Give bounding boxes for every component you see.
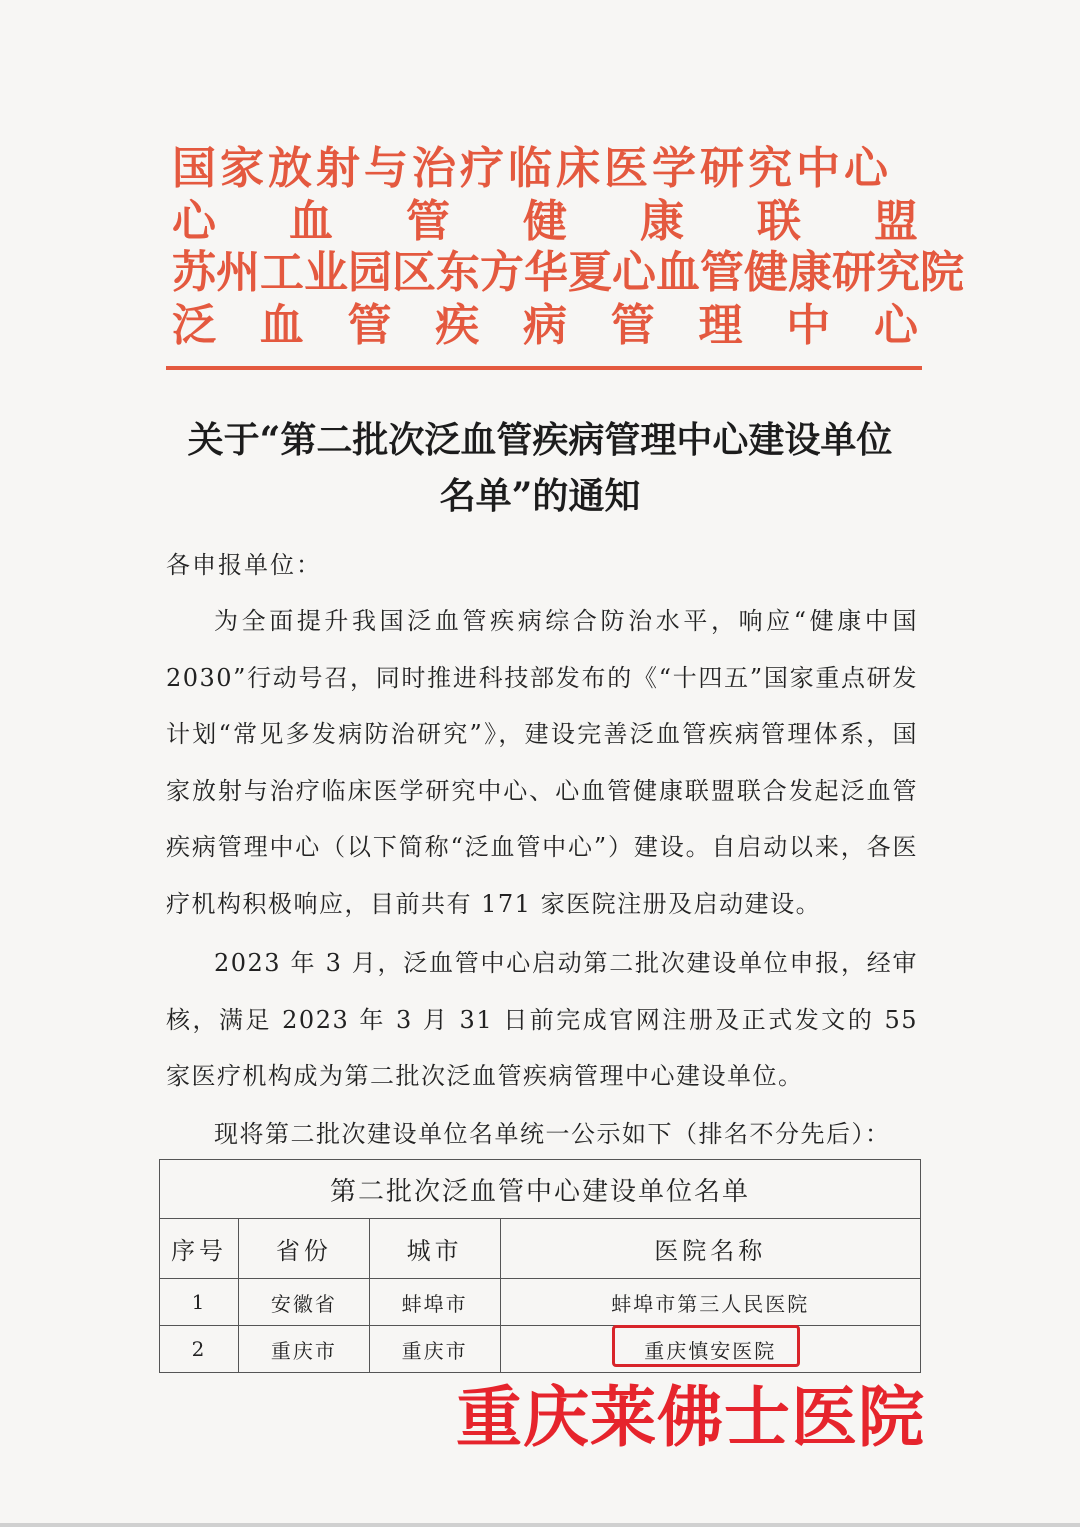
notice-title-line-1: 关于“第二批次泛血管疾病管理中心建设单位 [187, 419, 893, 461]
letterhead-char: 理 [698, 300, 743, 351]
annotation-text: 重庆莱佛士医院 [456, 1379, 925, 1456]
letterhead-char: 康 [640, 196, 684, 247]
letterhead-char: 疾 [435, 300, 480, 351]
page-bottom-edge [0, 1523, 1080, 1527]
table-row [160, 1279, 921, 1326]
cell-province: 重庆市 [238, 1326, 369, 1373]
table-row [160, 1326, 921, 1373]
letterhead-char: 血 [289, 196, 333, 247]
table-header-row [160, 1219, 921, 1279]
letterhead-line-3: 苏州工业园区东方华夏心血管健康研究院 [172, 247, 964, 298]
header-province: 省份 [238, 1219, 369, 1279]
salutation: 各申报单位： [166, 551, 322, 579]
letterhead-char: 心 [874, 300, 918, 351]
letterhead-char: 管 [406, 196, 450, 247]
unit-list-table [159, 1159, 921, 1373]
letterhead-char: 盟 [874, 196, 918, 247]
letterhead-char: 病 [523, 300, 567, 351]
letterhead-char: 泛 [172, 300, 216, 351]
highlight-box [612, 1325, 800, 1367]
letterhead-char: 心 [172, 196, 216, 247]
letterhead-char: 健 [523, 196, 567, 247]
letterhead-line-2 [172, 196, 918, 248]
paragraph-3: 现将第二批次建设单位名单统一公示如下（排名不分先后）： [214, 1120, 891, 1148]
letterhead-line-4 [172, 300, 918, 352]
letterhead-divider [166, 366, 922, 370]
cell-index: 2 [160, 1326, 239, 1373]
letterhead-line-1: 国家放射与治疗临床医学研究中心 [172, 143, 892, 194]
letterhead-char: 血 [259, 300, 304, 351]
notice-title-line-2: 名单”的通知 [439, 475, 641, 517]
letterhead-char: 联 [757, 196, 801, 247]
header-hospital: 医院名称 [500, 1219, 920, 1279]
header-city: 城市 [369, 1219, 500, 1279]
cell-hospital: 重庆慎安医院 [500, 1326, 920, 1373]
letterhead-char: 管 [610, 300, 655, 351]
table-caption-row [160, 1160, 921, 1219]
letterhead-char: 中 [786, 300, 831, 351]
letterhead-char: 管 [347, 300, 392, 351]
table-caption: 第二批次泛血管中心建设单位名单 [160, 1160, 921, 1219]
cell-index: 1 [160, 1279, 239, 1326]
cell-hospital: 蚌埠市第三人民医院 [500, 1279, 920, 1326]
cell-city: 蚌埠市 [369, 1279, 500, 1326]
paragraph-2: 2023 年 3 月，泛血管中心启动第二批次建设单位申报，经审核，满足 2023 年 3 月 31 日前完成官网注册及正式发文的 55 家医疗机构成为第二批次泛血管疾病管理中心建设单位。 [166, 949, 918, 1090]
cell-city: 重庆市 [369, 1326, 500, 1373]
cell-province: 安徽省 [238, 1279, 369, 1326]
header-index: 序号 [160, 1219, 239, 1279]
paragraph-1: 为全面提升我国泛血管疾病综合防治水平，响应“健康中国 2030”行动号召，同时推进科技部发布的《“十四五”国家重点研发计划“常见多发病防治研究”》，建设完善泛血管疾病管理体系，国家放射与治疗临床医学研究中心、心血管健康联盟联合发起泛血管疾病管理中心（以下简称“泛血管中心”）建设。自启动以来，各医疗机构积极响应，目前共有 171 家医院注册及启动建设。 [166, 607, 918, 918]
